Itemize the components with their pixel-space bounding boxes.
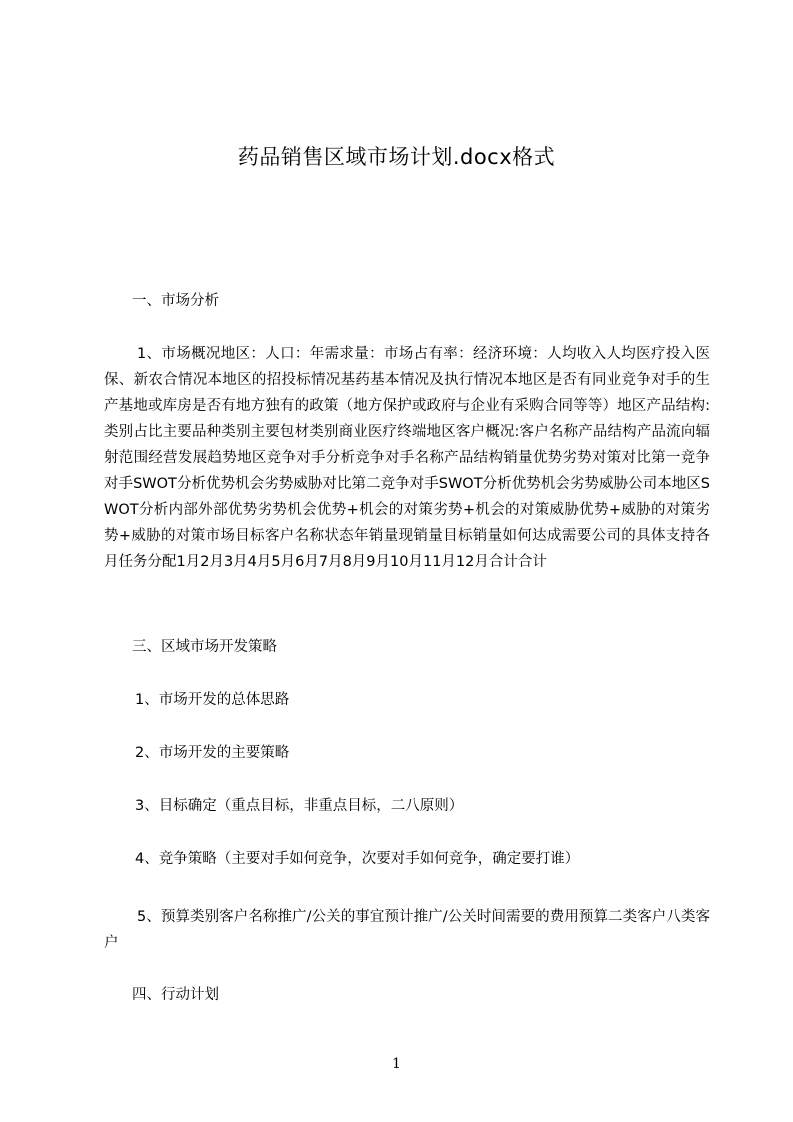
section-heading-action-plan: 四、行动计划	[132, 987, 219, 1003]
paragraph-market-overview: 1、市场概况地区：人口：年需求量：市场占有率：经济环境：人均收入人均医疗投入医保、新农合情况本地区的招投标情况基药基本情况及执行情况本地区是否有同业竞争对手的生产基地或库房是否有地方独有的政策（地方保护或政府与企业有采购合同等等）地区产品结构:类别占比主要品种类别主要包材类别商业医疗终端地区客户概况:客户名称产品结构产品流向辐射范围经营发展趋势地区竞争对手分析竞争对手名称产品结构销量优势劣势对策对比第一竞争对手SWOT分析优势机会劣势威胁对比第二竞争对手SWOT分析优势机会劣势威胁公司本地区SWOT分析内部外部优势劣势机会优势+机会的对策劣势+机会的对策威胁优势+威胁的对策劣势+威胁的对策市场目标客户名称状态年销量现销量目标销量如何达成需要公司的具体支持各月任务分配1月2月3月4月5月6月7月8月9月10月11月12月合计合计	[104, 346, 710, 570]
list-item-target-setting: 3、目标确定（重点目标，非重点目标，二八原则）	[135, 798, 464, 814]
document-title: 药品销售区域市场计划.docx格式	[237, 145, 556, 169]
page-number: 1	[392, 1056, 401, 1072]
list-item-budget: 5、预算类别客户名称推广/公关的事宜预计推广/公关时间需要的费用预算二类客户八类客户	[104, 909, 710, 951]
list-item-main-strategy: 2、市场开发的主要策略	[135, 745, 290, 761]
list-item-overall-approach: 1、市场开发的总体思路	[135, 692, 290, 708]
section-heading-market-analysis: 一、市场分析	[132, 293, 219, 309]
list-item-competition-strategy: 4、竞争策略（主要对手如何竞争，次要对手如何竞争，确定要打谁）	[135, 851, 580, 867]
section-heading-regional-strategy: 三、区域市场开发策略	[132, 639, 277, 655]
